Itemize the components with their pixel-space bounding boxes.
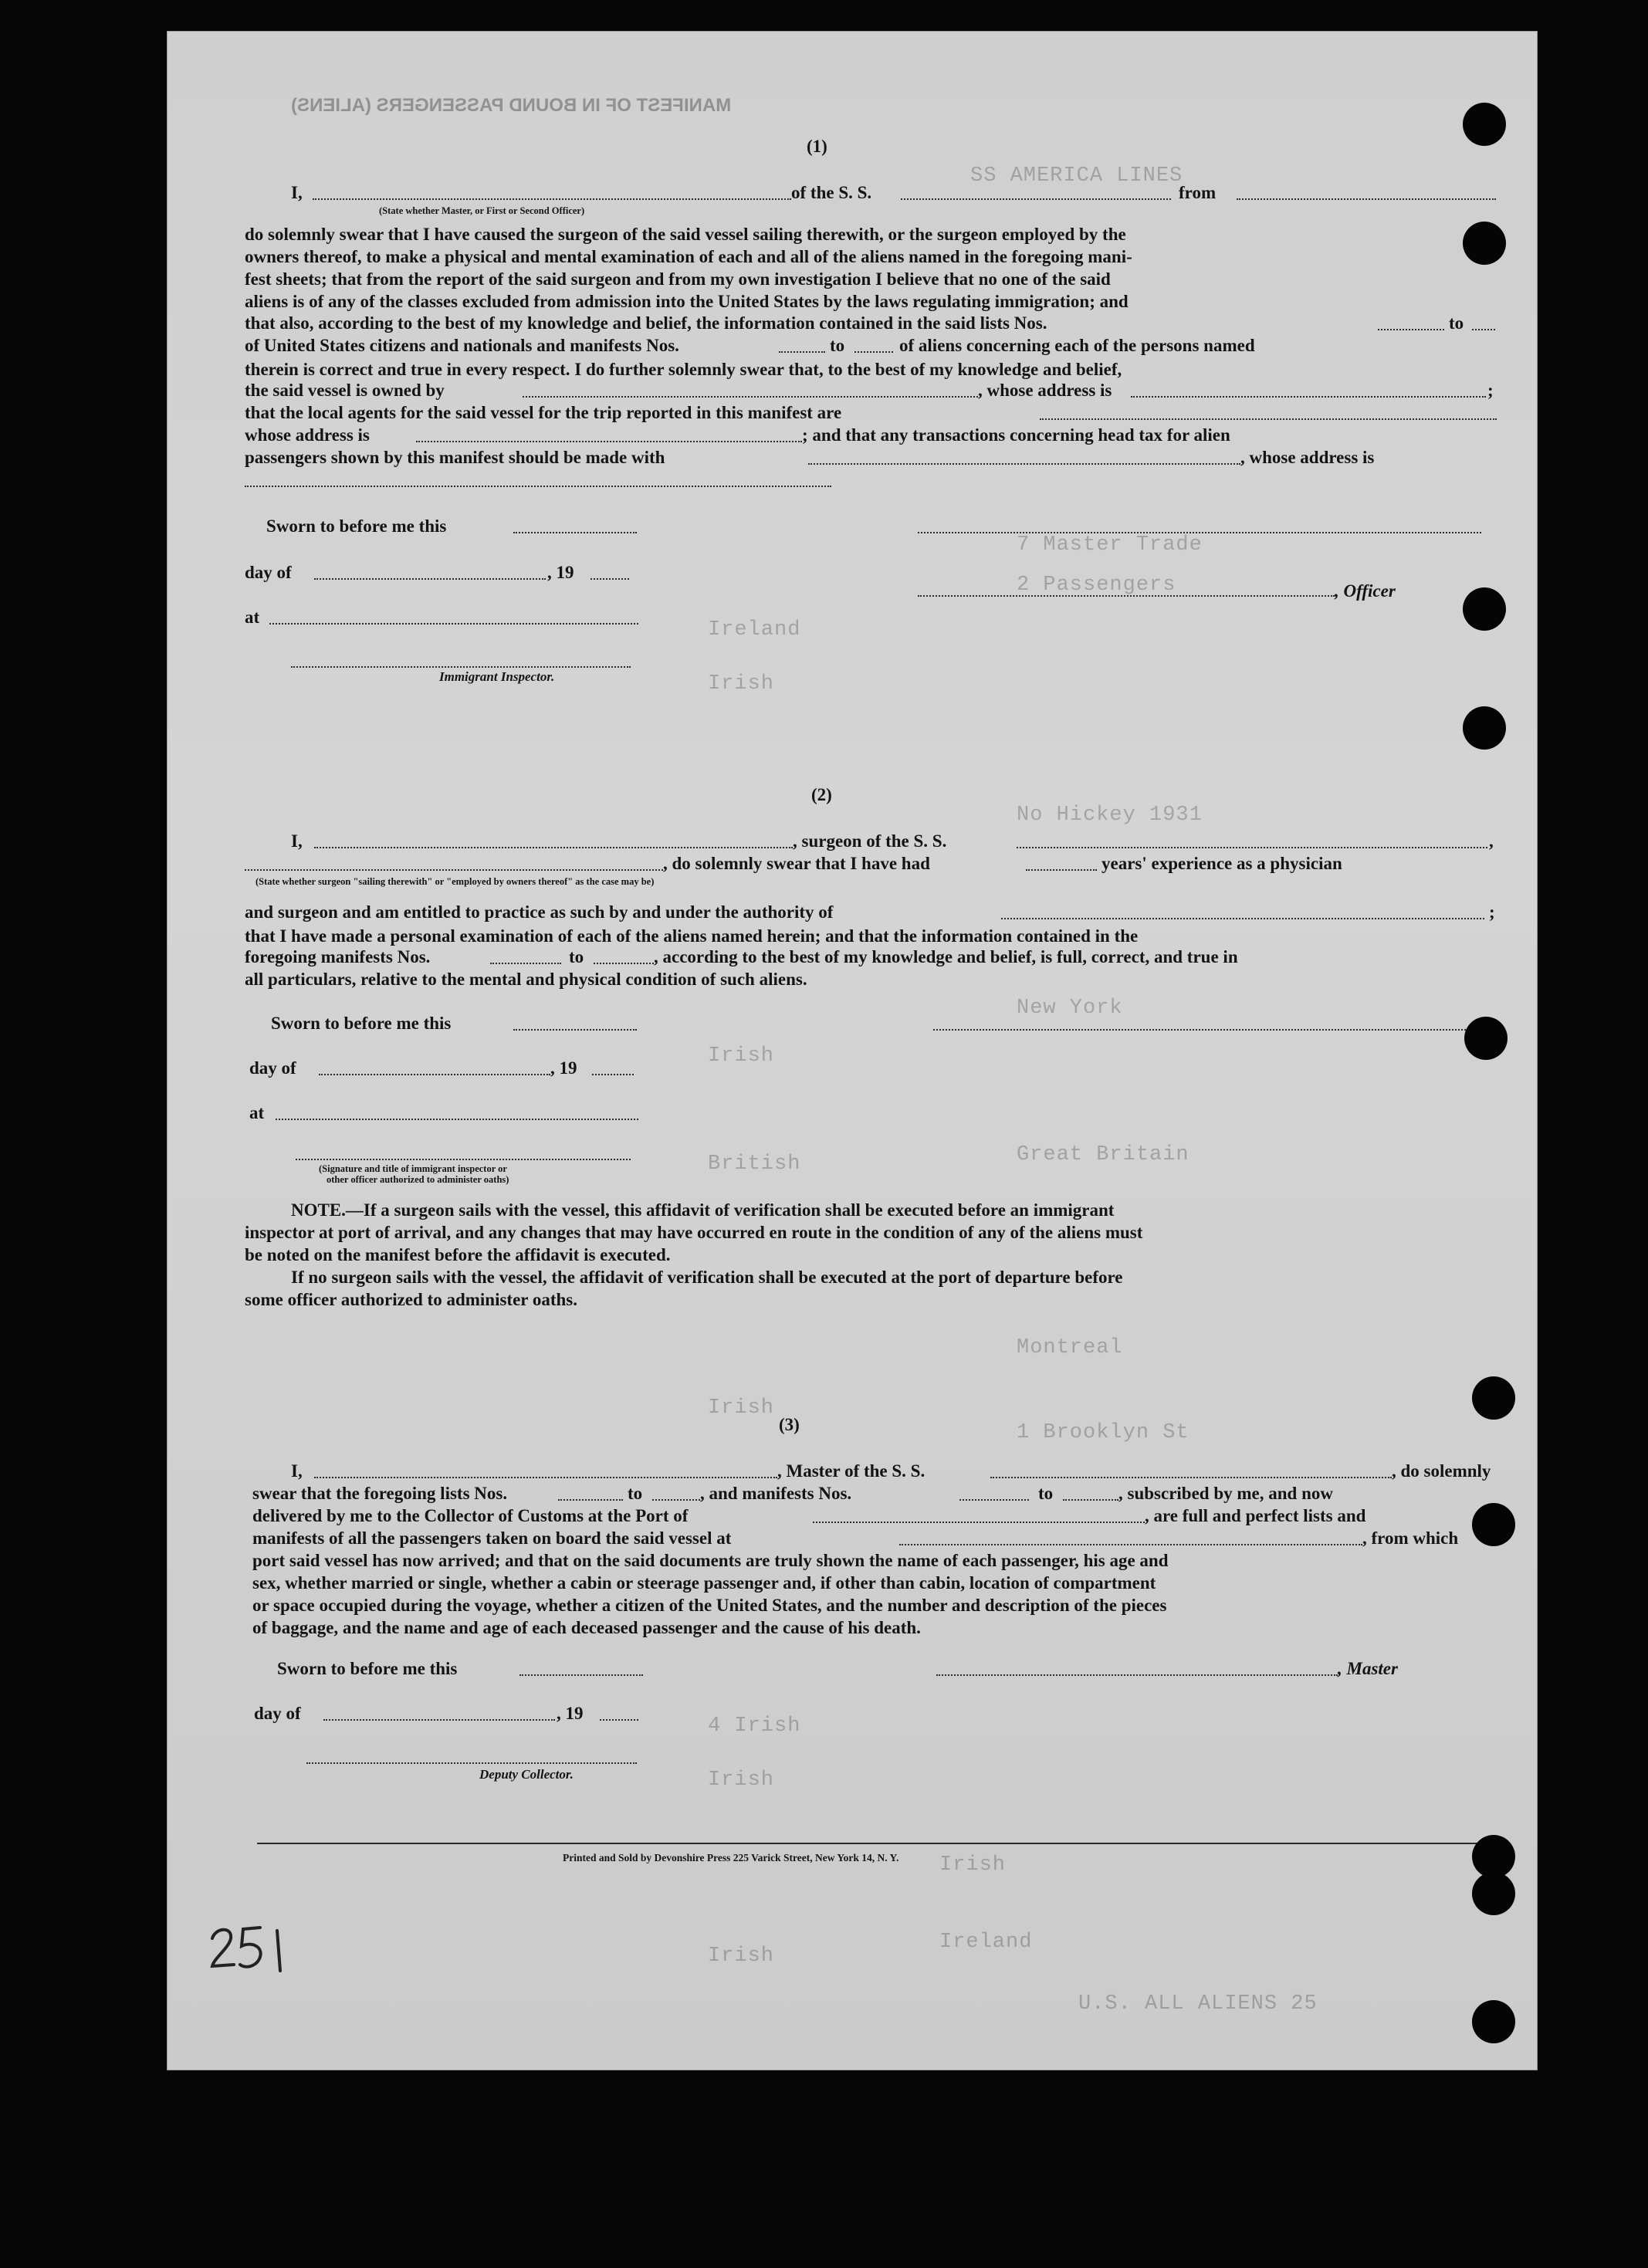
s1-body-line: of United States citizens and nationals and manifests Nos.: [245, 336, 679, 355]
s3-body-line: or space occupied during the voyage, whether a citizen of the United States, and the number and description of the pieces: [252, 1596, 1167, 1615]
s1-manifest-from-line[interactable]: [779, 351, 825, 353]
binder-hole: [1463, 706, 1506, 750]
manifest-page: [167, 31, 1538, 2070]
ghost-line: No Hickey 1931: [1017, 804, 1203, 827]
s2-comma: ,: [1489, 831, 1494, 851]
s3-port-line[interactable]: [813, 1522, 1145, 1523]
s1-officer-signature-top-line[interactable]: [918, 532, 1481, 533]
s2-surgeon-type-line[interactable]: [245, 869, 663, 871]
ghost-line: 1 Brooklyn St: [1017, 1421, 1189, 1444]
s3-l2e: , subscribed by me, and now: [1118, 1484, 1333, 1503]
s1-year-line[interactable]: [591, 578, 629, 580]
s3-sworn-line[interactable]: [519, 1674, 643, 1676]
s1-lists-to-line[interactable]: [1472, 329, 1495, 330]
s1-year-label: , 19: [547, 563, 574, 582]
ghost-line: Irish: [708, 1396, 775, 1420]
s2-note-line: inspector at port of arrival, and any changes that may have occurred en route in the condition of any of the aliens must: [245, 1223, 1143, 1242]
binder-hole: [1463, 222, 1506, 265]
s1-from-port-line[interactable]: [1237, 198, 1496, 200]
s2-state-note: (State whether surgeon "sailing therewith" or "employed by owners thereof" as the case may be): [255, 876, 655, 887]
s2-line6: all particulars, relative to the mental and physical condition of such aliens.: [245, 970, 807, 989]
s3-lists-from-line[interactable]: [558, 1499, 623, 1501]
s1-sworn-line[interactable]: [513, 532, 637, 533]
s1-owner-address-line[interactable]: [1131, 396, 1486, 398]
s1-body-line: fest sheets; that from the report of the said surgeon and from my own investigation I believe that no one of the said: [245, 269, 1111, 289]
ghost-line: Irish: [708, 1769, 775, 1792]
s2-day-of-line[interactable]: [319, 1074, 550, 1075]
s1-body-line: aliens is of any of the classes excluded from admission into the United States by the laws regulating immigration; and: [245, 292, 1129, 311]
binder-hole: [1464, 1017, 1508, 1060]
s3-l2d: to: [1038, 1484, 1054, 1503]
s2-note-line: If no surgeon sails with the vessel, the affidavit of verification shall be executed at the port of departure before: [291, 1268, 1123, 1287]
s1-i-label: I,: [291, 183, 303, 202]
printer-footer: Printed and Sold by Devonshire Press 225 Varick Street, New York 14, N. Y.: [563, 1852, 899, 1863]
s2-note-line: some officer authorized to administer oaths.: [245, 1290, 577, 1309]
ghost-line: 7 Master Trade: [1017, 533, 1203, 557]
footer-rule: [257, 1843, 1497, 1844]
s3-lists-to-line[interactable]: [652, 1499, 700, 1501]
s2-surgeon-name-line[interactable]: [314, 847, 793, 848]
s1-semicolon: ;: [1487, 381, 1494, 400]
s1-body-line: whose address is: [245, 425, 370, 445]
s2-at-label: at: [249, 1103, 265, 1122]
s1-of-ss-label: of the S. S.: [791, 183, 872, 202]
s2-line5b: to: [569, 947, 584, 966]
s3-deputy-label: Deputy Collector.: [479, 1767, 574, 1782]
s1-inspector-label: Immigrant Inspector.: [439, 669, 555, 684]
ghost-line: Irish: [708, 1044, 775, 1068]
binder-hole: [1472, 1376, 1515, 1420]
s1-body-line: the said vessel is owned by: [245, 381, 445, 400]
s1-agents-address-line[interactable]: [416, 441, 802, 442]
s1-day-of-line[interactable]: [314, 578, 546, 580]
s2-line5a: foregoing manifests Nos.: [245, 947, 431, 966]
s3-l4b: , from which: [1362, 1528, 1459, 1548]
s1-officer-label: , Officer: [1335, 581, 1396, 601]
s1-officer-name-line[interactable]: [313, 198, 791, 200]
s3-master-label: , Master: [1338, 1659, 1398, 1678]
s3-vessel-line[interactable]: [990, 1477, 1392, 1478]
s1-state-note: (State whether Master, or First or Second Officer): [379, 205, 585, 216]
ghost-line: Irish: [708, 1945, 775, 1968]
s2-surgeon-of-label: , surgeon of the S. S.: [793, 831, 947, 851]
s1-head-tax-agent-line[interactable]: [808, 463, 1240, 465]
s2-line5c: , according to the best of my knowledge and belief, is full, correct, and true in: [654, 947, 1238, 966]
s1-aliens-concerning: of aliens concerning each of the persons named: [899, 336, 1255, 355]
s3-sworn-label: Sworn to before me this: [277, 1659, 458, 1678]
s1-at-line[interactable]: [269, 623, 638, 625]
section-1-number: (1): [807, 137, 827, 156]
mirrored-header: MANIFEST OF IN BOUND PASSENGERS (ALIENS): [291, 95, 732, 116]
s2-sworn-label: Sworn to before me this: [271, 1014, 452, 1033]
ghost-line: Irish: [939, 1853, 1007, 1877]
s2-i-label: I,: [291, 831, 303, 851]
handwritten-number-251: [206, 1921, 291, 1975]
s3-l2a: swear that the foregoing lists Nos.: [252, 1484, 508, 1503]
ghost-line: Ireland: [708, 618, 801, 641]
s3-body-line: of baggage, and the name and age of each deceased passenger and the cause of his death.: [252, 1618, 921, 1637]
s1-body-line: that the local agents for the said vessel for the trip reported in this manifest are: [245, 403, 842, 422]
binder-hole: [1463, 103, 1506, 146]
s3-embark-port-line[interactable]: [899, 1544, 1362, 1545]
section-3-number: (3): [779, 1415, 800, 1434]
ghost-line: SS AMERICA LINES: [970, 164, 1183, 188]
ghost-line: British: [708, 1153, 801, 1176]
binder-hole: [1472, 2000, 1515, 2043]
s2-sig-note-1: (Signature and title of immigrant inspector or: [319, 1163, 507, 1174]
s1-body-line: owners thereof, to make a physical and mental examination of each and all of the aliens named in the foregoing mani-: [245, 247, 1132, 266]
s3-master-name-line[interactable]: [314, 1477, 777, 1478]
s1-body-line: that also, according to the best of my knowledge and belief, the information contained in the said lists Nos.: [245, 313, 1047, 333]
s2-day-of-label: day of: [249, 1058, 296, 1078]
s3-do-solemnly: , do solemnly: [1392, 1461, 1491, 1481]
s3-l4a: manifests of all the passengers taken on board the said vessel at: [252, 1528, 732, 1548]
s2-year-line[interactable]: [592, 1074, 634, 1075]
s2-surgeon-signature-line[interactable]: [933, 1029, 1491, 1031]
s2-vessel-line[interactable]: [1017, 847, 1487, 848]
s2-at-line[interactable]: [276, 1119, 638, 1120]
s3-manifest-to-line[interactable]: [1063, 1499, 1118, 1501]
s3-day-of-label: day of: [254, 1704, 301, 1723]
s1-lists-from-line[interactable]: [1378, 329, 1444, 330]
s1-inspector-signature-line[interactable]: [291, 666, 631, 668]
s1-whose-address: , whose address is: [978, 381, 1112, 400]
s3-day-of-line[interactable]: [323, 1719, 555, 1721]
s3-master-of: , Master of the S. S.: [777, 1461, 926, 1481]
s1-officer-signature-line[interactable]: [918, 595, 1335, 597]
s1-head-tax: ; and that any transactions concerning head tax for alien: [802, 425, 1230, 445]
s2-manifest-from-line[interactable]: [490, 963, 561, 964]
ghost-line: Montreal: [1017, 1336, 1123, 1359]
s1-manifest-to-line[interactable]: [854, 351, 893, 353]
s2-inspector-signature-line[interactable]: [296, 1159, 631, 1160]
s3-body-line: port said vessel has now arrived; and that on the said documents are truly shown the name of each passenger, his age and: [252, 1551, 1169, 1570]
ghost-line: Great Britain: [1017, 1143, 1189, 1166]
s2-sig-note-2: other officer authorized to administer oaths): [327, 1174, 509, 1185]
ghost-line: New York: [1017, 997, 1123, 1020]
binder-hole: [1472, 1503, 1515, 1546]
binder-hole: [1472, 1872, 1515, 1915]
ghost-line: Irish: [708, 672, 775, 696]
s1-to-label: to: [830, 336, 845, 355]
s3-master-signature-line[interactable]: [936, 1674, 1338, 1676]
s3-l2c: , and manifests Nos.: [700, 1484, 852, 1503]
binder-hole: [1463, 587, 1506, 631]
s2-semicolon: ;: [1489, 902, 1495, 922]
s3-l2b: to: [628, 1484, 643, 1503]
s1-body-line: therein is correct and true in every respect. I do further solemnly swear that, to the best of my knowledge and belief,: [245, 360, 1122, 379]
s1-sworn-label: Sworn to before me this: [266, 516, 447, 536]
s3-l3a: delivered by me to the Collector of Customs at the Port of: [252, 1506, 689, 1525]
s1-owner-line[interactable]: [523, 396, 978, 398]
ghost-line: 2 Passengers: [1017, 574, 1176, 597]
s2-solemnly: , do solemnly swear that I have had: [663, 854, 930, 873]
s3-body-line: sex, whether married or single, whether a cabin or steerage passenger and, if other than cabin, location of compartment: [252, 1573, 1156, 1593]
s1-agents-line[interactable]: [1040, 418, 1497, 420]
s2-years-line[interactable]: [1026, 869, 1097, 871]
s1-whose-address-end: , whose address is: [1240, 448, 1375, 467]
s1-from-label: from: [1179, 183, 1217, 202]
s2-line4: that I have made a personal examination of each of the aliens named herein; and that the information contained in the: [245, 926, 1139, 946]
s2-manifest-to-line[interactable]: [594, 963, 654, 964]
s1-at-label: at: [245, 608, 260, 627]
ghost-line: Ireland: [939, 1931, 1033, 1954]
s3-deputy-signature-line[interactable]: [306, 1762, 637, 1764]
ghost-line: 4 Irish: [708, 1715, 801, 1738]
s1-day-of-label: day of: [245, 563, 292, 582]
s3-l3b: , are full and perfect lists and: [1145, 1506, 1366, 1525]
s3-i-label: I,: [291, 1461, 303, 1481]
section-2-number: (2): [811, 785, 832, 804]
s1-body-line: passengers shown by this manifest should be made with: [245, 448, 665, 467]
s2-authority-line[interactable]: [1001, 918, 1484, 919]
s2-sworn-line[interactable]: [513, 1029, 637, 1031]
s2-years: years' experience as a physician: [1101, 854, 1342, 873]
s2-year-label: , 19: [550, 1058, 577, 1078]
s2-line3: and surgeon and am entitled to practice as such by and under the authority of: [245, 902, 834, 922]
s1-head-tax-address-line[interactable]: [245, 486, 831, 487]
ghost-line: U.S. ALL ALIENS 25: [1078, 1992, 1318, 2016]
s1-body-line: do solemnly swear that I have caused the surgeon of the said vessel sailing therewith, or the surgeon employed by the: [245, 225, 1126, 244]
s1-to-label: to: [1449, 313, 1464, 333]
s3-year-label: , 19: [557, 1704, 584, 1723]
s3-manifest-from-line[interactable]: [959, 1499, 1029, 1501]
s2-note-line: NOTE.—If a surgeon sails with the vessel, this affidavit of verification shall be executed before an immigrant: [291, 1200, 1115, 1220]
s3-year-line[interactable]: [600, 1719, 638, 1721]
s2-note-line: be noted on the manifest before the affidavit is executed.: [245, 1245, 671, 1264]
s1-vessel-name-line[interactable]: [901, 198, 1171, 200]
